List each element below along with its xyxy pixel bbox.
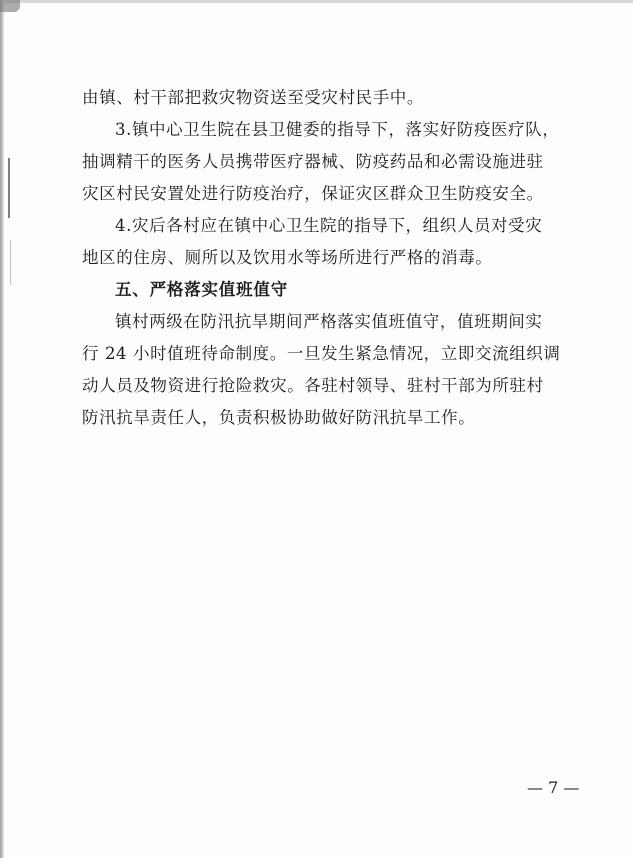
- scan-corner-mark: [0, 0, 20, 12]
- scan-binding-mark: [10, 240, 11, 285]
- scan-top-edge: [0, 0, 633, 3]
- body-text-line: 4.灾后各村应在镇中心卫生院的指导下，组织人员对受灾: [115, 216, 543, 235]
- section-heading: 五、严格落实值班值守: [115, 280, 288, 299]
- body-text-line: 行 24 小时值班待命制度。一旦发生紧急情况，立即交流组织调: [82, 344, 561, 363]
- scan-left-edge: [0, 0, 4, 858]
- body-text-line: 地区的住房、厕所以及饮用水等场所进行严格的消毒。: [82, 248, 493, 267]
- body-text-line: 3.镇中心卫生院在县卫健委的指导下，落实好防疫医疗队，: [115, 120, 560, 139]
- page-number: — 7 —: [527, 778, 580, 797]
- body-text-line: 由镇、村干部把救灾物资送至受灾村民手中。: [82, 88, 424, 107]
- body-text-line: 抽调精干的医务人员携带医疗器械、防疫药品和必需设施进驻: [82, 152, 544, 171]
- document-body: [82, 82, 562, 434]
- body-text-line: 镇村两级在防汛抗旱期间严格落实值班值守，值班期间实: [115, 312, 543, 331]
- body-text-line: 灾区村民安置处进行防疫治疗，保证灾区群众卫生防疫安全。: [82, 184, 544, 203]
- scan-binding-mark: [8, 158, 10, 218]
- body-text-line: 动人员及物资进行抢险救灾。各驻村领导、驻村干部为所驻村: [82, 376, 544, 395]
- body-text-line: 防汛抗旱责任人，负责积极协助做好防汛抗旱工作。: [82, 408, 476, 427]
